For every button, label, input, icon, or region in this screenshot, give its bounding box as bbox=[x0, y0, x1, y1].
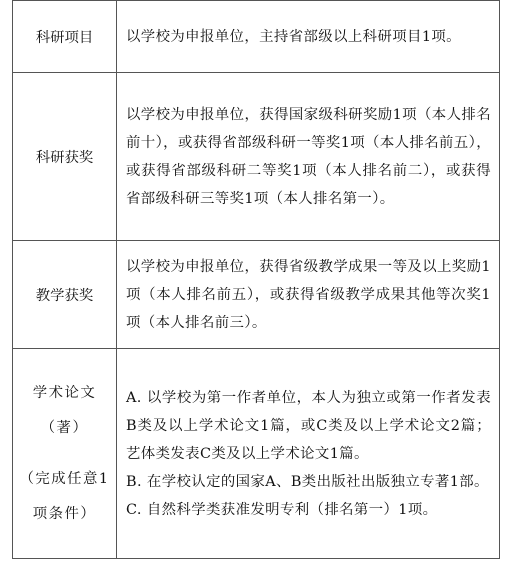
row-text: 以学校为申报单位，获得国家级科研奖励1项（本人排名前十），或获得省部级科研一等奖1项（本人排名前五），或获得省部级科研二等奖1项（本人排名前二），或获得省部级科研三等奖1项（本人排名第一）。 bbox=[126, 106, 491, 207]
row-label: 科研项目 bbox=[13, 1, 117, 73]
row-label: 教学获奖 bbox=[13, 241, 117, 349]
row-text: 以学校为申报单位，获得省级教学成果一等及以上奖励1项（本人排名前五），或获得省级教学成果其他等次奖1项（本人排名前三）。 bbox=[126, 258, 491, 331]
row-label-line: 学术论文 bbox=[32, 384, 97, 401]
table-row bbox=[13, 349, 500, 559]
row-label-line: 项条件） bbox=[32, 505, 97, 522]
requirements-table bbox=[12, 0, 500, 559]
list-item: C. 自然科学类获准发明专利（排名第一）1项。 bbox=[126, 501, 438, 518]
table-row bbox=[13, 73, 500, 241]
row-content bbox=[117, 1, 500, 73]
row-content bbox=[117, 349, 500, 559]
row-content bbox=[117, 241, 500, 349]
list-item: B. 在学校认定的国家A、B类出版社出版独立专著1部。 bbox=[126, 473, 489, 490]
row-text: 以学校为申报单位，主持省部级以上科研项目1项。 bbox=[126, 28, 461, 45]
table-row bbox=[13, 241, 500, 349]
row-label-line: （著） bbox=[40, 419, 89, 436]
row-label-line: （完成任意1 bbox=[19, 470, 110, 487]
row-label bbox=[13, 349, 117, 559]
table-row bbox=[13, 1, 500, 73]
row-label: 科研获奖 bbox=[13, 73, 117, 241]
row-content bbox=[117, 73, 500, 241]
list-item: A. 以学校为第一作者单位，本人为独立或第一作者发表B类及以上学术论文1篇，或C类及以上学术论文2篇；艺体类发表C类及以上学术论文1篇。 bbox=[126, 389, 491, 462]
